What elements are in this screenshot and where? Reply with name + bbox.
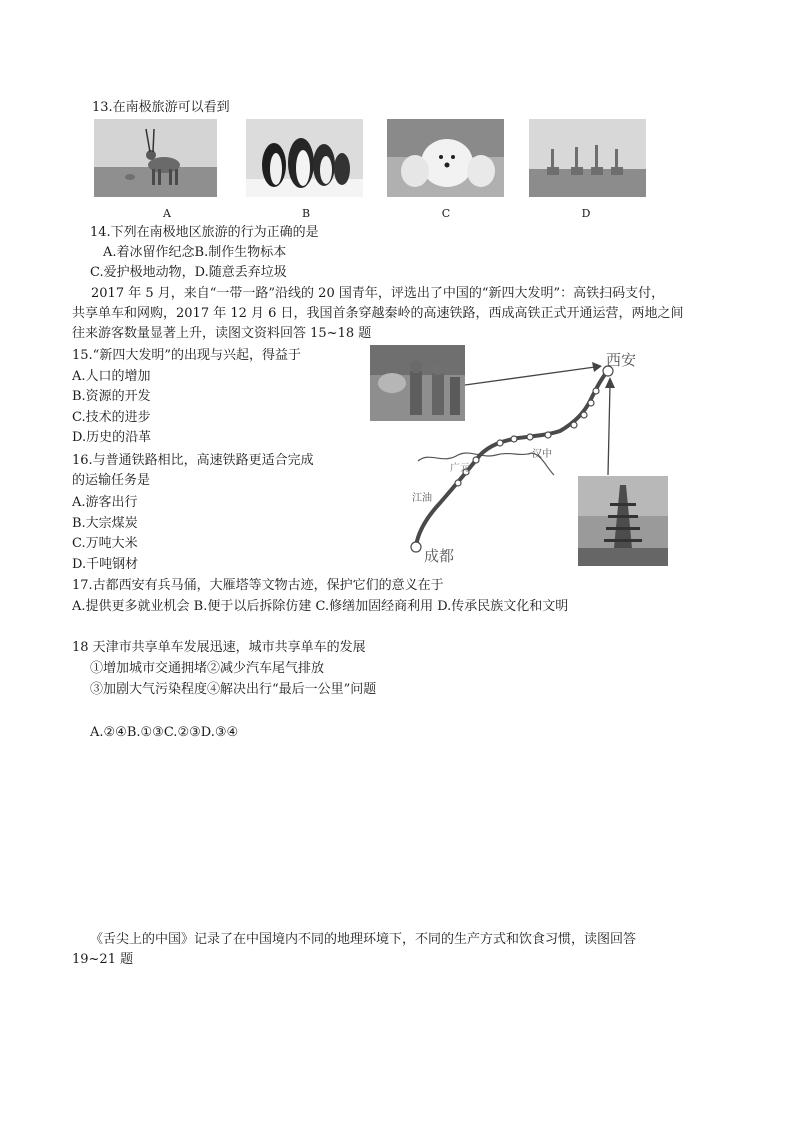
q16-option-a: A.游客出行 xyxy=(72,495,138,510)
q14-options-line1: A.着冰留作纪念B.制作生物标本 xyxy=(103,245,287,260)
q16-option-d: D.千吨钢材 xyxy=(72,557,139,572)
penguins-photo xyxy=(246,119,363,197)
polar-bears-photo xyxy=(387,119,504,197)
giraffes-photo xyxy=(529,119,646,197)
q19-intro-line2: 19~21 题 xyxy=(72,952,134,967)
q19-intro-line1: 《舌尖上的中国》记录了在中国境内不同的地理环境下，不同的生产方式和饮食习惯，读图回答 xyxy=(90,932,637,947)
tibetan-antelope-photo xyxy=(94,119,217,197)
q17-stem: 17.古都西安有兵马俑，大雁塔等文物古迹，保护它们的意义在于 xyxy=(72,578,444,593)
terracotta-warriors-photo xyxy=(370,345,465,421)
q18-statement-line1: ①增加城市交通拥堵②减少汽车尾气排放 xyxy=(90,661,325,676)
railway-map-svg xyxy=(370,343,670,568)
label-hanzhong: 汉中 xyxy=(532,449,552,460)
q16-stem-line2: 的运输任务是 xyxy=(72,473,151,488)
label-jiangyou: 江油 xyxy=(412,493,432,504)
option-a-caption: A xyxy=(163,207,171,220)
option-b-caption: B xyxy=(301,207,311,220)
option-d-caption: D xyxy=(581,207,591,220)
q18-statement-line2: ③加剧大气污染程度④解决出行“最后一公里”问题 xyxy=(90,682,377,697)
q18-stem: 18 天津市共享单车发展迅速，城市共享单车的发展 xyxy=(72,640,366,655)
intro-line3: 往来游客数量显著上升，读图文资料回答 15~18 题 xyxy=(72,326,372,341)
label-chengdu: 成都 xyxy=(424,547,455,565)
q13-stem: 13.在南极旅游可以看到 xyxy=(92,100,230,115)
option-c-caption: C xyxy=(441,207,451,220)
q16-stem-line1: 16.与普通铁路相比，高速铁路更适合完成 xyxy=(72,453,314,468)
label-xian: 西安 xyxy=(606,351,637,369)
q15-option-d: D.历史的沿革 xyxy=(72,430,152,445)
intro-line1: 2017 年 5 月，来自“一带一路”沿线的 20 国青年，评选出了中国的“新四大发明”：高铁扫码支付， xyxy=(91,286,665,301)
q15-option-a: A.人口的增加 xyxy=(72,369,151,384)
q14-options-line2: C.爱护极地动物，D.随意丢弃垃圾 xyxy=(90,265,287,280)
q15-stem: 15.“新四大发明”的出现与兴起，得益于 xyxy=(72,348,301,363)
q16-option-c: C.万吨大米 xyxy=(72,536,138,551)
intro-line2: 共享单车和网购，2017 年 12 月 6 日，我国首条穿越秦岭的高速铁路，西成高铁正式开通运营，两地之间 xyxy=(72,306,684,321)
label-guangyuan: 广元 xyxy=(450,463,470,474)
q15-option-b: B.资源的开发 xyxy=(72,389,151,404)
railway-map xyxy=(370,343,670,568)
q14-stem: 14.下列在南极地区旅游的行为正确的是 xyxy=(90,225,319,240)
q17-options: A.提供更多就业机会 B.便于以后拆除仿建 C.修缮加固经商利用 D.传承民族文化和文明 xyxy=(72,599,569,614)
q15-option-c: C.技术的进步 xyxy=(72,410,151,425)
q18-options: A.②④B.①③C.②③D.③④ xyxy=(90,725,239,740)
big-wild-goose-pagoda-photo xyxy=(578,476,668,566)
q16-option-b: B.大宗煤炭 xyxy=(72,516,138,531)
